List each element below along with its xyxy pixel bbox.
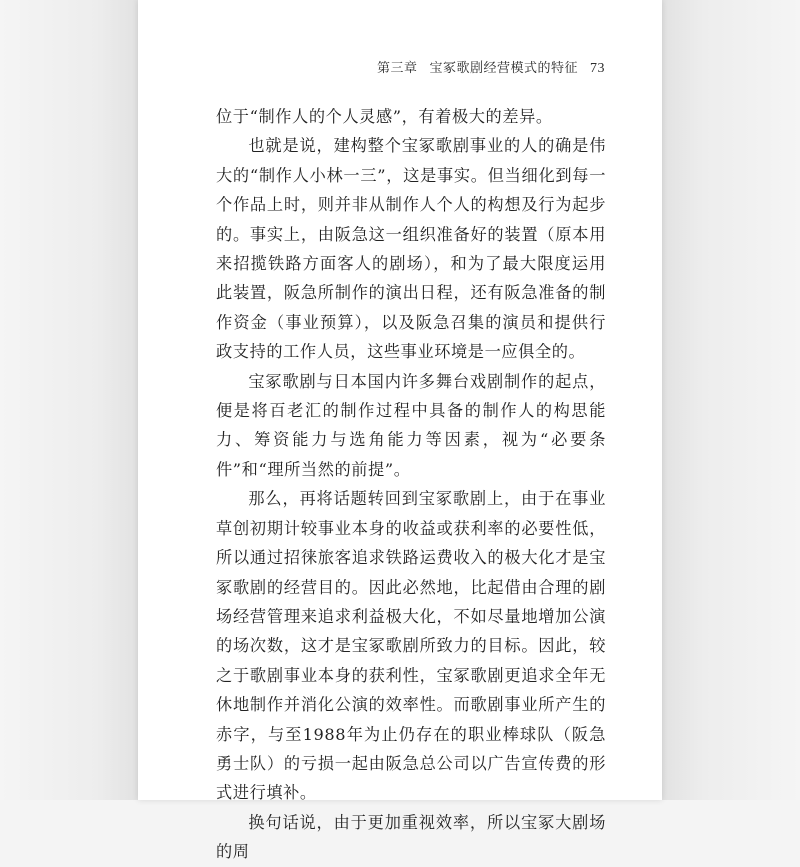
chapter-label: 第三章 (376, 61, 418, 76)
paragraph: 换句话说，由于更加重视效率，所以宝冢大剧场的周 (216, 812, 606, 862)
background-right (662, 0, 800, 800)
running-header (377, 57, 605, 77)
paragraph: 也就是说，建构整个宝冢歌剧事业的人的确是伟大的“制作人小林一三”，这是事实。但当细化到每一个作品上时，则并非从制作人个人的构想及行为起步的。事实上，由阪急这一组织准备好的装置（原本用来招揽铁路方面客人的剧场），和为了最大限度运用此装置，阪急所制作的演出日程，还有阪急准备的制作资金（事业预算），以及阪急召集的演员和提供行政支持的工作人员，这些事业环境是一应俱全的。 (216, 136, 606, 362)
paragraph: 宝冢歌剧与日本国内许多舞台戏剧制作的起点，便是将百老汇的制作过程中具备的制作人的构思能力、筹资能力与选角能力等因素，视为“必要条件”和“理所当然的前提”。 (216, 371, 606, 479)
chapter-title: 宝冢歌剧经营模式的特征 (429, 61, 578, 76)
background-left (0, 0, 138, 800)
body-text (216, 102, 606, 867)
book-page (138, 0, 662, 862)
paragraph-continued: 位于“制作人的个人灵感”，有着极大的差异。 (216, 107, 553, 126)
page-number: 73 (590, 61, 605, 76)
paragraph: 那么，再将话题转回到宝冢歌剧上，由于在事业草创初期计较事业本身的收益或获利率的必要性低，所以通过招徕旅客追求铁路运费收入的极大化才是宝冢歌剧的经营目的。因此必然地，比起借由合理的剧场经营管理来追求利益极大化，不如尽量地增加公演的场次数，这才是宝冢歌剧所致力的目标。因此，较之于歌剧事业本身的获利性，宝冢歌剧更追求全年无休地制作并消化公演的效率性。而歌剧事业所产生的赤字，与至1988年为止仍存在的职业棒球队（阪急勇士队）的亏损一起由阪急总公司以广告宣传费的形式进行填补。 (216, 489, 606, 803)
